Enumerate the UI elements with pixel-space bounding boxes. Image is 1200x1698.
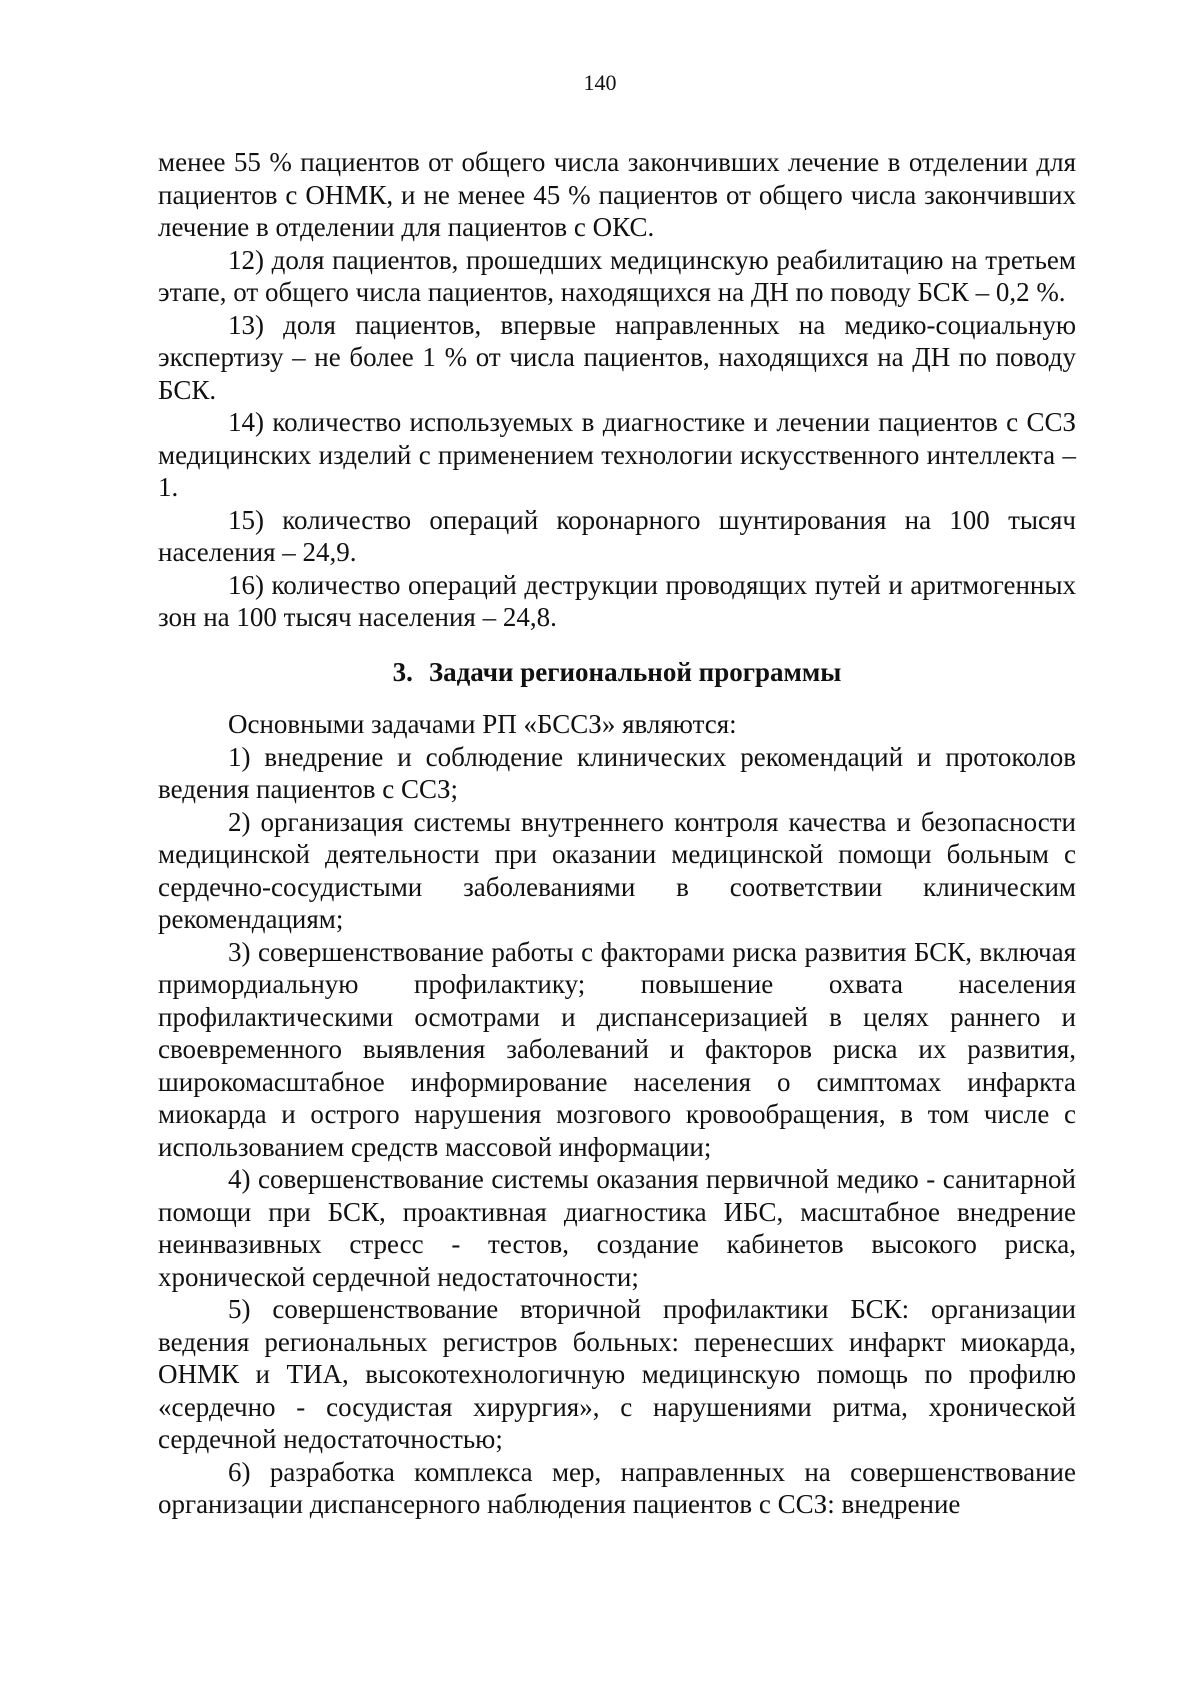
list-item-13: 13) доля пациентов, впервые направленных на медико-социальную экспертизу – не более 1 % от числа пациентов, находящихся на ДН по поводу БСК. — [158, 309, 1076, 405]
section-intro: Основными задачами РП «БССЗ» являются: — [228, 709, 737, 739]
task-item-2: 2) организация системы внутреннего контроля качества и безопасности медицинской деятельности при оказании медицинской помощи больным с сердечно-сосудистыми заболеваниями в соответствии клиническим рекомендациям; — [158, 806, 1076, 934]
list-item-15: 15) количество операций коронарного шунтирования на 100 тысяч населения – 24,9. — [158, 504, 1076, 567]
task-item-4: 4) совершенствование системы оказания первичной медико - санитарной помощи при БСК, проактивная диагностика ИБС, масштабное внедрение неинвазивных стресс - тестов, создание кабинетов высокого риска, хронической сердечной недостаточности; — [158, 1164, 1076, 1292]
task-item-6: 6) разработка комплекса мер, направленных на совершенствование организации диспансерного наблюдения пациентов с ССЗ: внедрение — [158, 1456, 1076, 1519]
page-number: 140 — [583, 70, 617, 95]
task-item-5: 5) совершенствование вторичной профилактики БСК: организации ведения региональных регистров больных: перенесших инфаркт миокарда, ОНМК и ТИА, высокотехнологичную медицинскую помощь по профилю «сердечно - сосудистая хирургия», с нарушениями ритма, хронической сердечной недостаточностью; — [158, 1294, 1076, 1454]
list-item-16: 16) количество операций деструкции проводящих путей и аритмогенных зон на 100 тысяч населения – 24,8. — [158, 569, 1076, 632]
section-number: 3. — [392, 656, 413, 687]
paragraph-intro: менее 55 % пациентов от общего числа закончивших лечение в отделении для пациентов с ОНМК, и не менее 45 % пациентов от общего числа закончивших лечение в отделении для пациентов с ОКС. — [158, 147, 1076, 242]
section-heading — [158, 656, 1076, 689]
list-item-14: 14) количество используемых в диагностике и лечении пациентов с ССЗ медицинских изделий с применением технологии искусственного интеллекта – 1. — [158, 407, 1076, 502]
list-item-12: 12) доля пациентов, прошедших медицинскую реабилитацию на третьем этапе, от общего числа пациентов, находящихся на ДН по поводу БСК – 0,2 %. — [158, 244, 1076, 307]
task-item-1: 1) внедрение и соблюдение клинических рекомендаций и протоколов ведения пациентов с ССЗ; — [158, 741, 1076, 804]
document-body — [158, 146, 1076, 1521]
section-title: Задачи региональной программы — [428, 656, 842, 687]
task-item-3: 3) совершенствование работы с факторами риска развития БСК, включая примордиальную профилактику; повышение охвата населения профилактическими осмотрами и диспансеризацией в целях раннего и своевременного выявления заболеваний и факторов риска их развития, широкомасштабное информирование населения о симптомах инфаркта миокарда и острого нарушения мозгового кровообращения, в том числе с использованием средств массовой информации; — [158, 936, 1076, 1162]
